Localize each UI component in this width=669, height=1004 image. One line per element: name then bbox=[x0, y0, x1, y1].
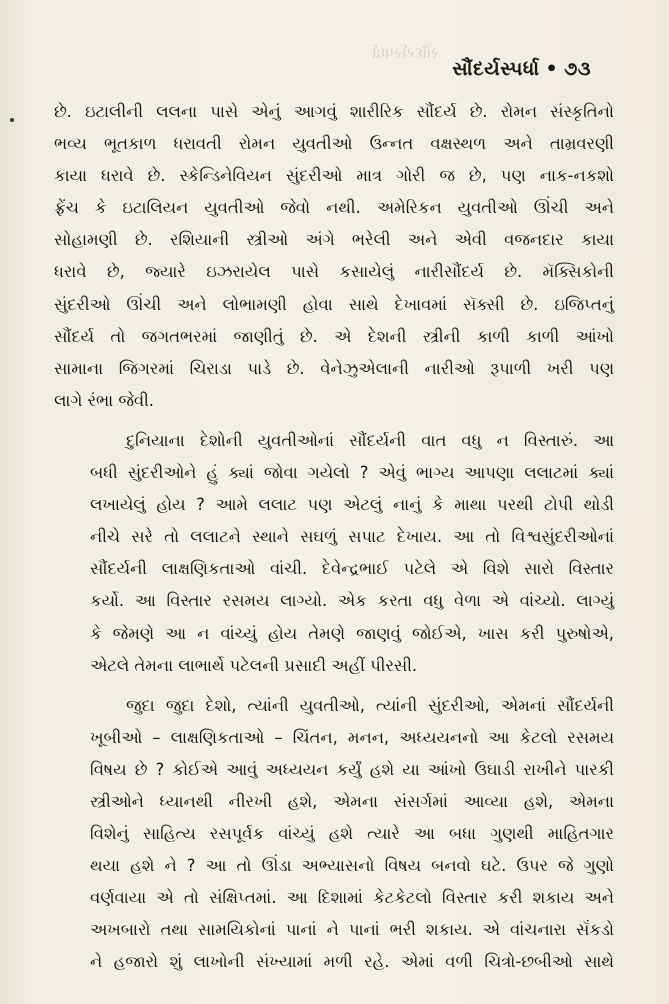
text-line: એટલે તેમના લાભાર્થે પટેલની પ્રસાદી અહીં પીરસી. bbox=[90, 655, 418, 675]
header-separator: • bbox=[545, 58, 559, 80]
paragraph-1 bbox=[54, 96, 614, 417]
text-line: કે જેમણે આ ન વાંચ્યું હોય તેમણે જાણવું જોઈએ, ખાસ કરી પુરુષોએ, bbox=[90, 623, 614, 643]
paragraph-3 bbox=[54, 690, 614, 979]
text-line: સૌંદર્ય તો જગતભરમાં જાણીતું છે. એ દેશની સ્ત્રીની કાળી કાળી આંખો bbox=[54, 326, 614, 346]
body-text bbox=[54, 96, 614, 979]
text-line: કાયા ધરાવે છે. સ્કેન્ડિનેવિયન સુંદરીઓ માત્ર ગોરી જ છે, પણ નાક-નકશો bbox=[54, 166, 614, 186]
chapter-title: સૌંદર્યસ્પર્ધા bbox=[452, 58, 540, 80]
text-line: કર્યો. આ વિસ્તાર રસમય લાગ્યો. એક કરતા વધુ વેળા એ વાંચ્યો. લાગ્યું bbox=[90, 591, 614, 611]
text-line: વિષય છે ? કોઈએ આવું અધ્યયન કર્યું હશે યા આંખો ઉઘાડી રાખીને પારકી bbox=[90, 759, 614, 779]
text-line: જુદા જુદા દેશો, ત્યાંની યુવતીઓ, ત્યાંની સુંદરીઓ, એમનાં સૌંદર્યની bbox=[126, 695, 614, 715]
text-line: વિશેનું સાહિત્ય રસપૂર્વક વાંચ્યું હશે ત્યારે આ બધા ગુણથી માહિતગાર bbox=[90, 824, 614, 844]
paper-speck bbox=[10, 118, 14, 122]
paragraph-2 bbox=[54, 425, 614, 682]
text-line: દુનિયાના દેશોની યુવતીઓનાં સૌંદર્યની વાત વધુ ન વિસ્તારું. આ bbox=[126, 430, 614, 450]
text-line: સ્ત્રીઓને ધ્યાનથી નીરખી હશે, એમના સંસર્ગમાં આવ્યા હશે, એમના bbox=[90, 791, 614, 811]
text-line: થયા હશે ને ? આ તો ઊંડા અભ્યાસનો વિષય બનવો ઘટે. ઉપર જે ગુણો bbox=[90, 856, 614, 876]
text-line: લખાયેલું હોય ? આમે લલાટ પણ એટલું નાનું કે માથા પરથી ટોપી થોડી bbox=[90, 495, 614, 515]
text-line: સામાના જિગરમાં ચિરાડા પાડે છે. વેનેઝુએલાની નારીઓ રૂપાળી ખરી પણ bbox=[54, 358, 614, 378]
text-line: બધી સુંદરીઓને હું ક્યાં જોવા ગયેલો ? એવું ભાગ્ય આપણા લલાટમાં ક્યાં bbox=[90, 463, 614, 483]
text-line: ને હજારો શું લાખોની સંખ્યામાં મળી રહે. એમાં વળી ચિત્રો-છબીઓ સાથે bbox=[90, 952, 614, 972]
text-line: વર્ણવાયા એ તો સંક્ષિપ્તમાં. આ દિશામાં કેટકેટલો વિસ્તાર કરી શકાય અને bbox=[90, 888, 614, 908]
page-number: ૭૩ bbox=[564, 58, 591, 80]
text-line: સૌંદર્યની લાક્ષણિકતાઓ વાંચી. દેવેન્દ્રભાઈ પટેલે એ વિશે સારો વિસ્તાર bbox=[90, 559, 614, 579]
show-through-text: સૌંદર્યસ્પર્ધા bbox=[372, 44, 439, 62]
text-line: છે. ઇટાલીની લલના પાસે એનું આગવું શારીરિક સૌંદર્ય છે. રોમન સંસ્કૃતિનો bbox=[54, 102, 614, 121]
text-line: ભવ્ય ભૂતકાળ ધરાવતી રોમન યુવતીઓ ઉન્નત વક્ષસ્થળ અને તામ્રવરણી bbox=[54, 134, 614, 154]
text-line: ફ્રેંચ કે ઇટાલિયન યુવતીઓ જેવો નથી. અમેરિકન યુવતીઓ ઊંચી અને bbox=[54, 198, 614, 218]
text-line: ધરાવે છે, જ્યારે ઇઝરાયેલ પાસે કસાયેલું નારીસૌંદર્ય છે. મૅક્સિકોની bbox=[54, 262, 614, 282]
running-header bbox=[0, 58, 669, 80]
text-line: ખૂબીઓ – લાક્ષણિકતાઓ – ચિંતન, મનન, અધ્યયનનો આ કેટલો રસમય bbox=[90, 727, 614, 747]
text-line: સોહામણી છે. રશિયાની સ્ત્રીઓ અંગે ભરેલી અને એવી વજનદાર કાયા bbox=[54, 230, 614, 250]
text-line: નીચે સરે તો લલાટને સ્થાને સઘળું સપાટ દેખાય. આ તો વિશ્વસુંદરીઓનાં bbox=[90, 527, 614, 547]
text-line: સુંદરીઓ ઊંચી અને લોભામણી હોવા સાથે દેખાવમાં સૅક્સી છે. ઇજિપ્તનું bbox=[54, 294, 614, 314]
text-line: લાગે રંભા જેવી. bbox=[54, 390, 155, 410]
text-line: અખબારો તથા સામયિકોનાં પાનાં ને પાનાં ભરી શકાય. એ વાંચનારા સૅંકડો bbox=[90, 920, 614, 940]
